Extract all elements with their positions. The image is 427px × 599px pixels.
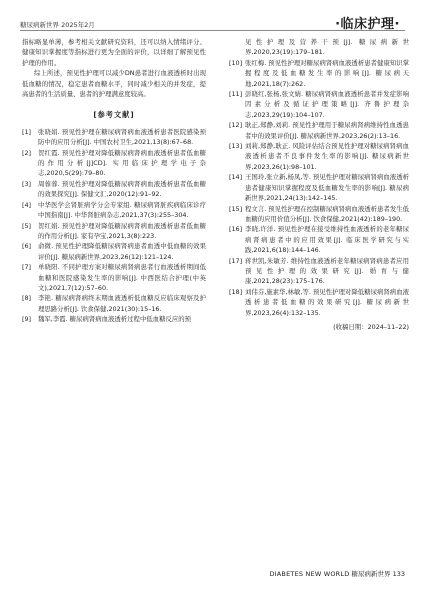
reference-item	[229, 204, 409, 225]
reference-number: [4]	[22, 200, 32, 209]
right-column	[229, 37, 409, 332]
reference-text: 刘伟芬,施素华,林敏,等. 预见性护理对降低糖尿病肾病血液透析患者低血糖的效果研究[J]. 糖尿病新世界,2023,26(4):132–135.	[245, 287, 409, 317]
body-paragraph: 指标略显单薄，参考相关文献研究资料，还可以纳入情绪评分、健康知识掌握度等指标进行更为全面的评价，以详细了解预见性护理的作用。	[22, 38, 206, 67]
reference-number: [11]	[229, 90, 243, 99]
journal-name-cn: 糖尿病新世界	[351, 570, 391, 578]
reference-text: 程文言. 预见性护理在控制糖尿病肾病血液透析患者发生低血糖的应用价值分析[J]. 饮食保健,2021(42):189–190.	[245, 204, 409, 223]
journal-name-en: DIABETES NEW WORLD	[269, 570, 350, 578]
reference-number: [16]	[229, 225, 243, 234]
reference-text: 彭晓红,张杨,张文婧. 糖尿病肾病血液透析患者并发症影响因素分析及循证护理策略[J]. 齐鲁护理杂志,2023,29(19):104–107.	[245, 90, 409, 119]
reference-text: 中华医学会肾脏病学分会专家组. 糖尿病肾脏疾病临床诊疗中国指南[J]. 中华肾脏病杂志,2021,37(3):255–304.	[38, 200, 206, 220]
reference-number: [5]	[22, 221, 32, 230]
reference-text: 魏军,李霞. 糖尿病肾病血液透析过程中低血糖反应的预	[38, 315, 192, 324]
reference-item	[229, 172, 409, 203]
reference-number: [1]	[22, 127, 32, 136]
reference-number: [13]	[229, 142, 243, 151]
reference-text: 贺红娟. 预见性护理对降低糖尿病肾病血液透析患者低血糖的作用分析[J]. 家有孕宝,2021,3(8):223.	[38, 221, 206, 240]
reference-item	[229, 256, 409, 287]
references-heading: [参考文献]	[93, 110, 135, 120]
reference-number: [18]	[229, 287, 243, 296]
reference-text: 周蓉蓉. 预见性护理对降低糖尿病肾病血液透析患者低血糖的效果探究[J]. 保健文汇,2020(12):91–92.	[38, 179, 206, 199]
reference-item	[22, 200, 206, 221]
reference-number: [8]	[22, 294, 32, 303]
reference-number: [9]	[22, 315, 32, 324]
reference-item	[22, 314, 206, 324]
reference-number: [14]	[229, 173, 243, 182]
reference-number: [17]	[229, 256, 243, 265]
reference-number: [3]	[22, 179, 32, 188]
reference-item	[229, 120, 409, 141]
left-column	[22, 37, 206, 325]
reference-text: 张红梅. 预见性护理对糖尿病肾病血液透析患者健康知识掌握程度及低血糖发生率的影响[J]. 糖尿病天地,2021,18(7):262.	[245, 58, 409, 88]
reference-text: 俞微. 预见性护理降低糖尿病肾病患者血透中低血糖的效果评价[J]. 糖尿病新世界,2023,26(12):121–124.	[38, 242, 206, 261]
reference-number: [15]	[229, 204, 243, 213]
reference-item	[229, 58, 409, 89]
reference-item	[22, 293, 206, 314]
reference-text: 张晓娟. 预见性护理在糖尿病肾病血液透析患者医院感染预防中的应用分析[J]. 中国农村卫生,2021,13(8):67–68.	[38, 127, 206, 147]
summary-paragraph: 综上所述，预见性护理可以减少DN患者进行血液透析时出现低血糖的情况，稳定患者血糖水平，同时减少相关的并发症，提高患者的生活质量、患者的护理满意度较高。	[22, 69, 206, 99]
reference-text: 单晓阳. 不同护理方案对糖尿病肾病患者行血液透析期间低血糖和医院感染发生率的影响[J]. 中西医结合护理(中英文),2021,7(12):57–60.	[38, 263, 206, 292]
reference-item	[229, 224, 409, 255]
page-number: 133	[392, 570, 405, 578]
reference-item	[229, 89, 409, 120]
reference-text: 耿正,郑静,刘莉. 预见性护理用于糖尿病肾病维持性血透患者中的效果评价[J]. 糖尿病新世界,2023,26(2):13–16.	[245, 121, 409, 140]
reference-text: 王国玲,张立新,杨凤,等. 预见性护理对糖尿病肾病血液透析患者健康知识掌握程度及低血糖发生率的影响[J]. 糖尿病新世界,2021,24(13):142–145.	[245, 173, 409, 203]
reference-item	[229, 141, 409, 172]
reference-item	[22, 127, 206, 148]
reference-item	[22, 179, 206, 200]
reference-text: 李晓,许洋. 预见性护理在接受维持性血液透析的老年糖尿病肾病患者中的应用效果[J]. 临床医学研究与实践,2021,6(18):144–146.	[245, 225, 409, 255]
section-title: ·临床护理·	[335, 17, 400, 32]
reference-number: [2]	[22, 148, 32, 157]
reference-number: [7]	[22, 263, 32, 272]
reference-text: 贺红霞. 预见性护理对降低糖尿病肾病血液透析患者低血糖的作用分析[J]CD]. 实用临床护理学电子杂志,2020,5(29):79–80.	[38, 148, 206, 178]
page-footer	[269, 569, 405, 578]
reference-number: [6]	[22, 242, 32, 251]
reference-item	[22, 241, 206, 262]
reference-number: [12]	[229, 121, 243, 130]
reference-text: 见性护理及营养干预[J]. 糖尿病新世界,2020,23(19):179–181.	[245, 38, 409, 57]
reference-item	[22, 262, 206, 293]
reference-text: 蒋世凯,朱敏芳. 维持性血液透析老年糖尿病肾病患者应用预见性护理的效果研究[J]. 婚育与健康,2021,28(23):175–176.	[245, 256, 409, 286]
received-date: (收稿日期：2024–11–22)	[333, 322, 409, 331]
header-divider	[20, 30, 405, 31]
reference-list	[22, 127, 206, 325]
reference-item	[22, 221, 206, 242]
reference-text: 李艳. 糖尿病肾病终末期血液透析低血糖反应临床观察及护理思路分析[J]. 饮食保健,2021(30):15–16.	[38, 294, 206, 313]
reference-text: 刘莉,郑静,耿正. 风险评估结合预见性护理对糖尿病肾病血液透析患者不良事件发生率的影响[J]. 糖尿病新世界,2023,26(1):98–101.	[245, 142, 409, 171]
reference-number: [10]	[229, 58, 243, 67]
reference-item	[229, 287, 409, 318]
journal-issue-header: 糖尿病新世界 2025年2月	[20, 21, 95, 29]
reference-item-continued	[229, 37, 409, 58]
reference-item	[22, 148, 206, 179]
